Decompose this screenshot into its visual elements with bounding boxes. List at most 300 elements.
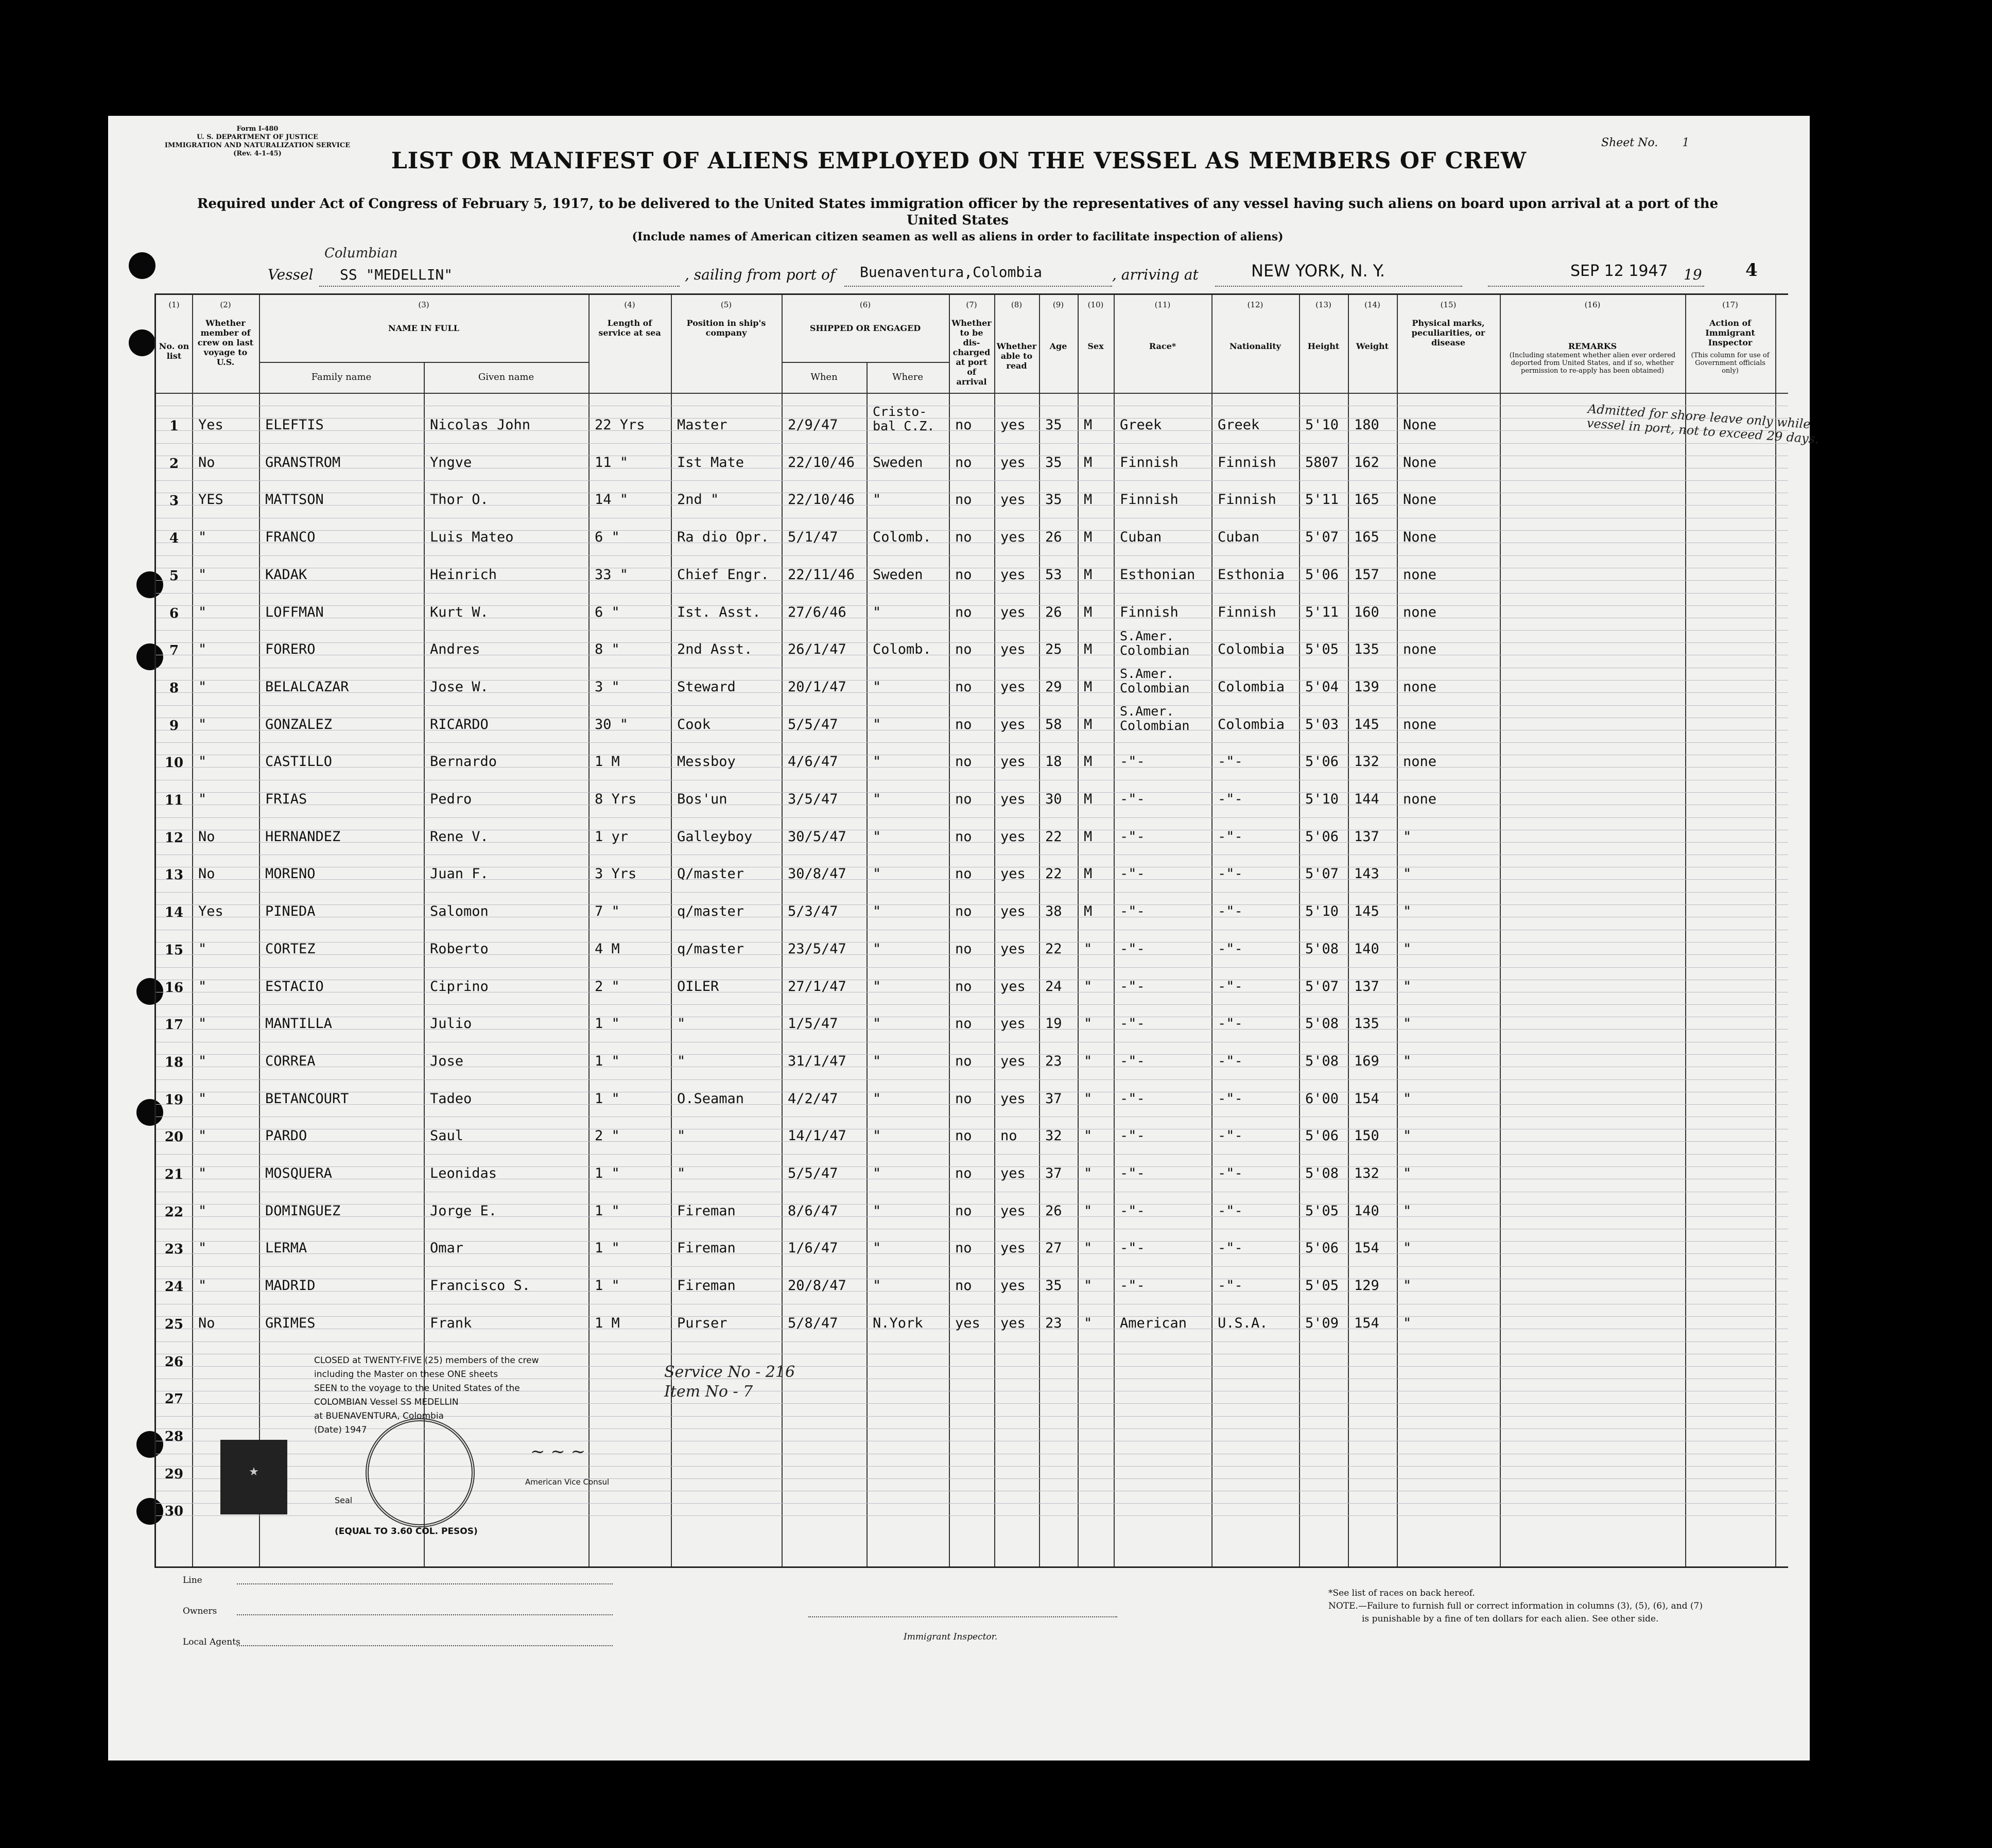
cell-where: " <box>873 940 881 957</box>
cell-age: 38 <box>1045 903 1062 920</box>
ruled-line <box>156 630 1788 631</box>
cell-last: Yes <box>198 417 223 433</box>
cell-disch: no <box>955 1165 972 1181</box>
cell-age: 23 <box>1045 1053 1062 1069</box>
cell-disch: no <box>955 828 972 845</box>
cell-last: No <box>198 1315 215 1331</box>
row-number: 30 <box>164 1504 184 1520</box>
cell-where: Cristo-bal C.Z. <box>873 404 935 433</box>
cell-weight: 140 <box>1354 940 1379 957</box>
cell-family: FRANCO <box>265 529 316 546</box>
column-header: Age <box>1049 341 1067 351</box>
row-number: 2 <box>169 456 179 472</box>
cell-sex: " <box>1084 1016 1093 1032</box>
row-number: 24 <box>164 1279 184 1295</box>
cell-read: yes <box>1000 828 1026 845</box>
column-number: (7) <box>966 300 977 309</box>
cell-marks: none <box>1403 716 1437 733</box>
cell-read: yes <box>1000 1053 1026 1069</box>
cell-last: " <box>198 604 207 620</box>
sub-column-header: Given name <box>478 372 534 382</box>
cell-race: Finnish <box>1120 492 1179 508</box>
column-number: (13) <box>1315 300 1331 309</box>
row-number: 29 <box>164 1466 184 1482</box>
column-number: (16) <box>1584 300 1601 309</box>
cell-disch: no <box>955 529 972 546</box>
cell-marks: " <box>1403 828 1412 845</box>
group-rule <box>782 362 949 363</box>
cell-disch: no <box>955 1090 972 1107</box>
row-number: 6 <box>169 605 179 621</box>
cell-race: Greek <box>1120 417 1162 433</box>
column-header: Length of service at sea <box>598 318 661 338</box>
cell-service: 1 M <box>595 754 620 770</box>
consul-signature: ~ ~ ~ <box>530 1441 586 1462</box>
cell-sex: M <box>1084 417 1093 433</box>
cell-nat: Colombia <box>1218 716 1285 733</box>
cell-weight: 135 <box>1354 1016 1379 1032</box>
page-mark: 4 <box>1745 260 1758 281</box>
cell-sex: M <box>1084 454 1093 470</box>
column-header: No. on list <box>159 341 189 361</box>
cell-nat: -"- <box>1218 1165 1243 1181</box>
cell-position: q/master <box>677 903 744 920</box>
cell-weight: 139 <box>1354 678 1379 695</box>
cell-position: " <box>677 1165 686 1181</box>
column-number: (2) <box>220 300 231 309</box>
cell-when: 4/2/47 <box>788 1090 838 1107</box>
cell-where: " <box>873 1053 881 1069</box>
cell-service: 1 " <box>595 1053 620 1069</box>
cell-race: S.Amer. Colombian <box>1120 629 1190 658</box>
column-rule <box>1114 295 1115 1566</box>
cell-given: Jose <box>430 1053 464 1069</box>
cell-given: Kurt W. <box>430 604 489 620</box>
cell-disch: no <box>955 641 972 658</box>
cell-when: 30/5/47 <box>788 828 846 845</box>
cell-race: -"- <box>1120 828 1145 845</box>
cell-where: " <box>873 903 881 920</box>
cell-marks: " <box>1403 1128 1412 1144</box>
cell-last: " <box>198 1278 207 1294</box>
cell-family: ELEFTIS <box>265 417 324 433</box>
cell-weight: 137 <box>1354 978 1379 995</box>
cell-nat: -"- <box>1218 754 1243 770</box>
cell-when: 5/3/47 <box>788 903 838 920</box>
cell-service: 33 " <box>595 566 629 583</box>
cell-service: 4 M <box>595 940 620 957</box>
column-number: (5) <box>720 300 732 309</box>
page-subtitle: Required under Act of Congress of February 5, 1917, to be delivered to the United States immigration officer by the representatives of any vessel having such aliens on board upon arrival at a port of the United States (Include names of American citizen seamen as well as aliens in order to facilitate inspection of aliens) <box>197 196 1719 243</box>
ruled-line <box>156 967 1788 968</box>
cell-last: " <box>198 678 207 695</box>
column-number: (17) <box>1722 300 1738 309</box>
column-header: Action of Immigrant Inspector <box>1705 318 1755 347</box>
consular-seal <box>366 1418 475 1527</box>
cell-when: 5/5/47 <box>788 1165 838 1181</box>
cell-service: 6 " <box>595 529 620 546</box>
cell-weight: 154 <box>1354 1240 1379 1257</box>
cell-marks: " <box>1403 1165 1412 1181</box>
row-number: 26 <box>164 1354 184 1370</box>
cell-given: Leonidas <box>430 1165 497 1181</box>
column-number: (4) <box>624 300 635 309</box>
cell-disch: no <box>955 1278 972 1294</box>
cell-family: GRIMES <box>265 1315 316 1331</box>
row-number: 15 <box>164 942 184 958</box>
cell-age: 22 <box>1045 940 1062 957</box>
cell-read: yes <box>1000 454 1026 470</box>
column-rule <box>1211 295 1212 1566</box>
cell-height: 5'07 <box>1305 978 1339 995</box>
cell-sex: " <box>1084 1128 1093 1144</box>
cell-where: " <box>873 716 881 733</box>
cell-given: Bernardo <box>430 754 497 770</box>
cell-height: 6'00 <box>1305 1090 1339 1107</box>
cell-height: 5'10 <box>1305 417 1339 433</box>
cell-service: 1 " <box>595 1090 620 1107</box>
cell-disch: no <box>955 566 972 583</box>
cell-position: Ist Mate <box>677 454 744 470</box>
cell-sex: M <box>1084 754 1093 770</box>
cell-disch: no <box>955 1128 972 1144</box>
cell-sex: M <box>1084 641 1093 658</box>
cell-marks: " <box>1403 1016 1412 1032</box>
cell-height: 5'08 <box>1305 940 1339 957</box>
cell-read: yes <box>1000 1165 1026 1181</box>
cell-nat: Greek <box>1218 417 1260 433</box>
cell-sex: " <box>1084 1202 1093 1219</box>
cell-last: " <box>198 716 207 733</box>
inspector-label: Immigrant Inspector. <box>904 1632 998 1642</box>
cell-height: 5'03 <box>1305 716 1339 733</box>
cell-marks: None <box>1403 417 1437 433</box>
cell-position: Fireman <box>677 1202 736 1219</box>
cell-position: 2nd Asst. <box>677 641 753 658</box>
cell-position: OILER <box>677 978 719 995</box>
vessel-name: SS "MEDELLIN" <box>340 266 453 283</box>
cell-service: 30 " <box>595 716 629 733</box>
column-number: (6) <box>859 300 871 309</box>
cell-marks: " <box>1403 1240 1412 1257</box>
cell-position: Bos'un <box>677 791 727 807</box>
remarks-handwritten: Admitted for shore leave only while vessel in port, not to exceed 29 days. <box>1586 402 1820 447</box>
cell-nat: -"- <box>1218 1202 1243 1219</box>
cell-nat: Colombia <box>1218 678 1285 695</box>
cell-given: Julio <box>430 1016 472 1032</box>
row-number: 1 <box>169 419 179 434</box>
cell-position: Ra dio Opr. <box>677 529 769 546</box>
cell-given: Omar <box>430 1240 464 1257</box>
cell-read: yes <box>1000 866 1026 882</box>
cell-nat: -"- <box>1218 1053 1243 1069</box>
cell-when: 23/5/47 <box>788 940 846 957</box>
cell-where: " <box>873 1240 881 1257</box>
cell-where: " <box>873 604 881 620</box>
punch-hole <box>129 252 155 279</box>
cell-where: " <box>873 1202 881 1219</box>
cell-marks: none <box>1403 604 1437 620</box>
cell-nat: -"- <box>1218 1016 1243 1032</box>
cell-weight: 154 <box>1354 1090 1379 1107</box>
sailing-port: Buenaventura,Colombia <box>860 264 1043 281</box>
cell-height: 5'06 <box>1305 566 1339 583</box>
row-number: 12 <box>164 830 184 846</box>
cell-position: Galleyboy <box>677 828 753 845</box>
cell-weight: 165 <box>1354 492 1379 508</box>
cell-when: 22/11/46 <box>788 566 855 583</box>
cell-height: 5'05 <box>1305 1202 1339 1219</box>
row-number: 25 <box>164 1316 184 1332</box>
row-number: 16 <box>164 980 184 996</box>
cell-weight: 132 <box>1354 1165 1379 1181</box>
cell-age: 35 <box>1045 417 1062 433</box>
cell-age: 19 <box>1045 1016 1062 1032</box>
column-rule <box>259 295 260 1566</box>
cell-where: N.York <box>873 1315 923 1331</box>
cell-family: BETANCOURT <box>265 1090 349 1107</box>
cell-age: 27 <box>1045 1240 1062 1257</box>
cell-when: 5/1/47 <box>788 529 838 546</box>
row-number: 7 <box>169 643 179 659</box>
row-number: 17 <box>164 1017 184 1033</box>
cell-given: Frank <box>430 1315 472 1331</box>
cell-nat: U.S.A. <box>1218 1315 1268 1331</box>
cell-last: No <box>198 828 215 845</box>
cell-race: -"- <box>1120 1016 1145 1032</box>
cell-where: " <box>873 1090 881 1107</box>
column-header: SHIPPED OR ENGAGED <box>809 323 921 333</box>
cell-age: 35 <box>1045 454 1062 470</box>
cell-when: 27/1/47 <box>788 978 846 995</box>
cell-nat: Esthonia <box>1218 566 1285 583</box>
column-number: (8) <box>1011 300 1023 309</box>
row-number: 10 <box>164 755 184 771</box>
cell-read: yes <box>1000 1240 1026 1257</box>
cell-given: Francisco S. <box>430 1278 531 1294</box>
cell-nat: -"- <box>1218 1240 1243 1257</box>
row-number: 27 <box>164 1391 184 1407</box>
cell-position: q/master <box>677 940 744 957</box>
fee-stamp: ★ <box>220 1440 287 1514</box>
cell-sex: " <box>1084 940 1093 957</box>
column-header: Position in ship's company <box>686 318 766 338</box>
cell-height: 5'08 <box>1305 1165 1339 1181</box>
cell-sex: " <box>1084 1240 1093 1257</box>
cell-sex: M <box>1084 903 1093 920</box>
row-number: 9 <box>169 718 179 734</box>
cell-age: 37 <box>1045 1165 1062 1181</box>
ruled-line <box>156 480 1788 481</box>
cell-where: " <box>873 828 881 845</box>
cell-marks: " <box>1403 978 1412 995</box>
cell-disch: no <box>955 903 972 920</box>
cell-race: -"- <box>1120 1165 1145 1181</box>
cell-marks: " <box>1403 1090 1412 1107</box>
cell-last: " <box>198 1053 207 1069</box>
cell-family: HERNANDEZ <box>265 828 341 845</box>
cell-where: " <box>873 1016 881 1032</box>
column-rule <box>1078 295 1079 1566</box>
ruled-line <box>156 817 1788 818</box>
cell-family: MOSQUERA <box>265 1165 333 1181</box>
cell-weight: 143 <box>1354 866 1379 882</box>
cell-nat: -"- <box>1218 903 1243 920</box>
punch-hole <box>129 329 155 356</box>
cell-last: " <box>198 791 207 807</box>
vessel-handwritten-note: Columbian <box>324 246 398 261</box>
cell-given: Andres <box>430 641 480 658</box>
cell-race: -"- <box>1120 791 1145 807</box>
column-note: (Including statement whether alien ever ordered deported from United States, and if so, whether permission to re-apply has been obtained) <box>1509 352 1676 375</box>
cell-sex: M <box>1084 604 1093 620</box>
cell-marks: none <box>1403 791 1437 807</box>
cell-family: ESTACIO <box>265 978 324 995</box>
column-note: (This column for use of Government officials only) <box>1691 352 1770 375</box>
ruled-line <box>156 555 1788 556</box>
cell-weight: 169 <box>1354 1053 1379 1069</box>
cell-disch: no <box>955 417 972 433</box>
cell-given: Rene V. <box>430 828 489 845</box>
cell-where: " <box>873 754 881 770</box>
cell-height: 5'07 <box>1305 866 1339 882</box>
cell-where: " <box>873 978 881 995</box>
cell-weight: 162 <box>1354 454 1379 470</box>
cell-when: 20/8/47 <box>788 1278 846 1294</box>
cell-disch: no <box>955 1053 972 1069</box>
cell-age: 30 <box>1045 791 1062 807</box>
column-rule <box>1685 295 1686 1566</box>
cell-height: 5'06 <box>1305 1240 1339 1257</box>
cell-weight: 135 <box>1354 641 1379 658</box>
cell-position: Purser <box>677 1315 727 1331</box>
cell-family: FRIAS <box>265 791 307 807</box>
cell-position: Chief Engr. <box>677 566 769 583</box>
cell-sex: " <box>1084 1315 1093 1331</box>
cell-where: " <box>873 492 881 508</box>
cell-weight: 150 <box>1354 1128 1379 1144</box>
cell-age: 22 <box>1045 866 1062 882</box>
cell-service: 2 " <box>595 1128 620 1144</box>
cell-race: Finnish <box>1120 454 1179 470</box>
ruled-line <box>156 593 1788 594</box>
cell-nat: -"- <box>1218 791 1243 807</box>
cell-position: Ist. Asst. <box>677 604 761 620</box>
column-header: Whether to be dis-charged at port of arrival <box>951 318 992 387</box>
cell-read: yes <box>1000 940 1026 957</box>
cell-when: 26/1/47 <box>788 641 846 658</box>
cell-where: " <box>873 678 881 695</box>
cell-marks: none <box>1403 678 1437 695</box>
cell-given: Ciprino <box>430 978 489 995</box>
vessel-line: Vessel Columbian SS "MEDELLIN" , sailing from port of Buenaventura,Colombia , arriving at NEW YORK, N. Y. SEP 12 1947 19 4 <box>108 261 1810 287</box>
manifest-footer: Line Owners Local Agents Immigrant Inspector. *See list of races on back hereof. NOTE.—Failure to furnish full or correct information in columns (3), (5), (6), and (7) is punishable by a fine of ten dollars for each alien. See other side. <box>183 1575 1703 1647</box>
cell-last: " <box>198 641 207 658</box>
cell-when: 5/5/47 <box>788 716 838 733</box>
cell-height: 5'04 <box>1305 678 1339 695</box>
cell-height: 5'05 <box>1305 1278 1339 1294</box>
cell-disch: no <box>955 492 972 508</box>
cell-given: RICARDO <box>430 716 489 733</box>
cell-when: 8/6/47 <box>788 1202 838 1219</box>
column-rule <box>1348 295 1349 1566</box>
cell-marks: None <box>1403 529 1437 546</box>
cell-where: " <box>873 1128 881 1144</box>
cell-position: " <box>677 1016 686 1032</box>
row-number: 5 <box>169 568 179 584</box>
cell-given: Nicolas John <box>430 417 531 433</box>
cell-when: 27/6/46 <box>788 604 846 620</box>
cell-age: 22 <box>1045 828 1062 845</box>
sheet-number: Sheet No. 1 <box>1601 136 1690 149</box>
cell-sex: " <box>1084 1165 1093 1181</box>
cell-last: " <box>198 1165 207 1181</box>
column-rule <box>1500 295 1501 1566</box>
cell-sex: M <box>1084 566 1093 583</box>
cell-service: 3 Yrs <box>595 866 637 882</box>
cell-read: yes <box>1000 529 1026 546</box>
cell-marks: None <box>1403 454 1437 470</box>
cell-disch: no <box>955 454 972 470</box>
cell-service: 22 Yrs <box>595 417 645 433</box>
cell-position: 2nd " <box>677 492 719 508</box>
cell-family: CORREA <box>265 1053 316 1069</box>
cell-where: " <box>873 1165 881 1181</box>
cell-age: 37 <box>1045 1090 1062 1107</box>
cell-when: 22/10/46 <box>788 454 855 470</box>
cell-when: 3/5/47 <box>788 791 838 807</box>
cell-when: 22/10/46 <box>788 492 855 508</box>
cell-last: No <box>198 866 215 882</box>
cell-service: 1 " <box>595 1016 620 1032</box>
ruled-line <box>156 1341 1788 1342</box>
cell-weight: 132 <box>1354 754 1379 770</box>
column-header: Race* <box>1149 341 1176 351</box>
cell-read: yes <box>1000 1090 1026 1107</box>
consul-title: American Vice Consul <box>525 1477 610 1487</box>
column-header: Physical marks, peculiarities, or disease <box>1411 318 1485 347</box>
cell-read: yes <box>1000 566 1026 583</box>
cell-service: 1 " <box>595 1240 620 1257</box>
cell-weight: 144 <box>1354 791 1379 807</box>
cell-sex: M <box>1084 791 1093 807</box>
cell-given: Luis Mateo <box>430 529 514 546</box>
sub-column-header: Where <box>892 372 923 382</box>
cell-height: 5'07 <box>1305 529 1339 546</box>
cell-height: 5'05 <box>1305 641 1339 658</box>
cell-age: 53 <box>1045 566 1062 583</box>
cell-when: 1/5/47 <box>788 1016 838 1032</box>
row-number: 4 <box>169 531 179 547</box>
cell-last: " <box>198 1128 207 1144</box>
cell-height: 5807 <box>1305 454 1339 470</box>
cell-race: -"- <box>1120 903 1145 920</box>
form-identifier: Form I-480 U. S. DEPARTMENT OF JUSTICE IMMIGRATION AND NATURALIZATION SERVICE (Rev. 4-1-45) <box>164 125 351 158</box>
cell-race: -"- <box>1120 1278 1145 1294</box>
cell-sex: M <box>1084 678 1093 695</box>
cell-disch: no <box>955 1016 972 1032</box>
cell-race: -"- <box>1120 866 1145 882</box>
cell-disch: no <box>955 978 972 995</box>
column-number: (9) <box>1052 300 1064 309</box>
cell-height: 5'11 <box>1305 604 1339 620</box>
column-header: Nationality <box>1229 341 1281 351</box>
column-header: Whether able to read <box>996 341 1037 371</box>
cell-age: 35 <box>1045 1278 1062 1294</box>
cell-given: Jose W. <box>430 678 489 695</box>
column-rule <box>1299 295 1300 1566</box>
cell-marks: " <box>1403 1053 1412 1069</box>
